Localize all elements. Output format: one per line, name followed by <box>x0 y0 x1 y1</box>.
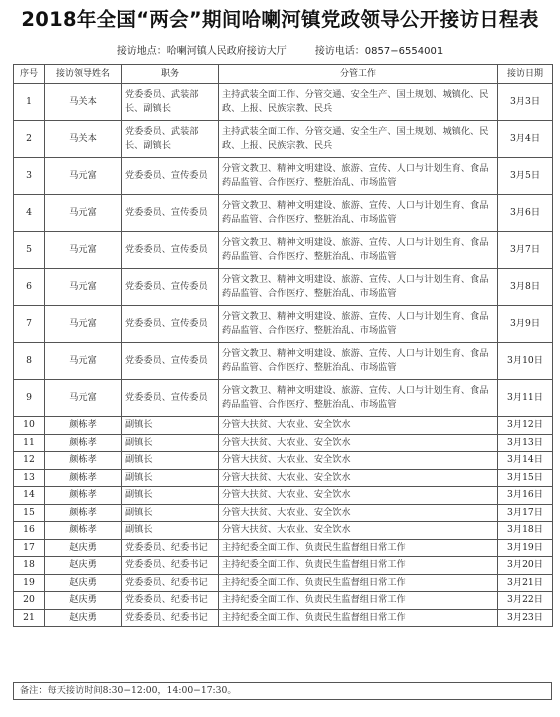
row-number: 6 <box>14 269 45 306</box>
schedule-table <box>13 64 553 627</box>
leader-name: 颜栋孝 <box>45 452 122 470</box>
table-row <box>14 121 553 158</box>
leader-post: 副镇长 <box>122 434 219 452</box>
leader-post: 党委委员、纪委书记 <box>122 539 219 557</box>
visit-date: 3月5日 <box>498 158 553 195</box>
leader-post: 党委委员、宣传委员 <box>122 195 219 232</box>
row-number: 21 <box>14 609 45 627</box>
contact-line <box>0 42 560 57</box>
leader-name: 颜栋孝 <box>45 504 122 522</box>
leader-name: 颜栋孝 <box>45 434 122 452</box>
leader-name: 马元富 <box>45 158 122 195</box>
leader-name: 颜栋孝 <box>45 469 122 487</box>
table-row <box>14 452 553 470</box>
leader-post: 党委委员、宣传委员 <box>122 232 219 269</box>
row-number: 19 <box>14 574 45 592</box>
leader-name: 赵庆勇 <box>45 592 122 610</box>
leader-duties: 分管大扶贫、大农业、安全饮水 <box>219 452 498 470</box>
col-header-date: 接访日期 <box>498 65 553 84</box>
leader-post: 党委委员、纪委书记 <box>122 592 219 610</box>
leader-post: 党委委员、宣传委员 <box>122 380 219 417</box>
visit-location: 接访地点：哈喇河镇人民政府接访大厅 <box>116 46 287 57</box>
row-number: 5 <box>14 232 45 269</box>
leader-name: 马元富 <box>45 306 122 343</box>
row-number: 17 <box>14 539 45 557</box>
row-number: 10 <box>14 417 45 435</box>
leader-post: 党委委员、纪委书记 <box>122 557 219 575</box>
visit-date: 3月15日 <box>498 469 553 487</box>
table-row <box>14 539 553 557</box>
leader-duties: 主持纪委全面工作、负责民生监督组日常工作 <box>219 592 498 610</box>
leader-post: 党委委员、宣传委员 <box>122 158 219 195</box>
leader-duties: 主持武装全面工作、分管交通、安全生产、国土规划、城镇化、民政、上报、民族宗教、民兵 <box>219 121 498 158</box>
leader-post: 党委委员、纪委书记 <box>122 609 219 627</box>
leader-name: 赵庆勇 <box>45 609 122 627</box>
leader-duties: 主持纪委全面工作、负责民生监督组日常工作 <box>219 609 498 627</box>
row-number: 9 <box>14 380 45 417</box>
leader-name: 马关本 <box>45 84 122 121</box>
document-title: 2018年全国“两会”期间哈喇河镇党政领导公开接访日程表 <box>21 8 539 31</box>
leader-duties: 分管文教卫、精神文明建设、旅游、宣传、人口与计划生育、食品药品监管、合作医疗、整脏治乱、市场监管 <box>219 380 498 417</box>
leader-name: 马关本 <box>45 121 122 158</box>
row-number: 18 <box>14 557 45 575</box>
leader-duties: 分管大扶贫、大农业、安全饮水 <box>219 469 498 487</box>
visit-date: 3月8日 <box>498 269 553 306</box>
footnote: 备注：每天接访时间8:30−12:00，14:00−17:30。 <box>13 682 552 700</box>
row-number: 3 <box>14 158 45 195</box>
leader-duties: 分管文教卫、精神文明建设、旅游、宣传、人口与计划生育、食品药品监管、合作医疗、整脏治乱、市场监管 <box>219 306 498 343</box>
visit-date: 3月20日 <box>498 557 553 575</box>
row-number: 8 <box>14 343 45 380</box>
table-row <box>14 504 553 522</box>
visit-date: 3月4日 <box>498 121 553 158</box>
leader-post: 副镇长 <box>122 504 219 522</box>
visit-date: 3月18日 <box>498 522 553 540</box>
leader-duties: 分管大扶贫、大农业、安全饮水 <box>219 504 498 522</box>
table-row <box>14 158 553 195</box>
table-body <box>14 84 553 627</box>
leader-post: 副镇长 <box>122 487 219 505</box>
row-number: 1 <box>14 84 45 121</box>
leader-duties: 分管大扶贫、大农业、安全饮水 <box>219 417 498 435</box>
leader-post: 副镇长 <box>122 469 219 487</box>
visit-date: 3月14日 <box>498 452 553 470</box>
row-number: 20 <box>14 592 45 610</box>
leader-duties: 主持纪委全面工作、负责民生监督组日常工作 <box>219 557 498 575</box>
leader-name: 马元富 <box>45 232 122 269</box>
visit-date: 3月17日 <box>498 504 553 522</box>
table-row <box>14 269 553 306</box>
table-row <box>14 592 553 610</box>
row-number: 4 <box>14 195 45 232</box>
leader-duties: 主持纪委全面工作、负责民生监督组日常工作 <box>219 574 498 592</box>
leader-post: 党委委员、宣传委员 <box>122 306 219 343</box>
leader-duties: 分管文教卫、精神文明建设、旅游、宣传、人口与计划生育、食品药品监管、合作医疗、整脏治乱、市场监管 <box>219 195 498 232</box>
visit-date: 3月13日 <box>498 434 553 452</box>
table-header-row <box>14 65 553 84</box>
visit-date: 3月7日 <box>498 232 553 269</box>
visit-date: 3月6日 <box>498 195 553 232</box>
row-number: 2 <box>14 121 45 158</box>
leader-name: 马元富 <box>45 195 122 232</box>
leader-duties: 分管大扶贫、大农业、安全饮水 <box>219 522 498 540</box>
table-row <box>14 522 553 540</box>
leader-duties: 分管大扶贫、大农业、安全饮水 <box>219 487 498 505</box>
leader-post: 党委委员、宣传委员 <box>122 269 219 306</box>
col-header-name: 接访领导姓名 <box>45 65 122 84</box>
leader-name: 马元富 <box>45 269 122 306</box>
leader-post: 副镇长 <box>122 417 219 435</box>
row-number: 14 <box>14 487 45 505</box>
table-row <box>14 487 553 505</box>
visit-date: 3月23日 <box>498 609 553 627</box>
leader-duties: 主持纪委全面工作、负责民生监督组日常工作 <box>219 539 498 557</box>
visit-date: 3月22日 <box>498 592 553 610</box>
row-number: 16 <box>14 522 45 540</box>
visit-date: 3月21日 <box>498 574 553 592</box>
leader-post: 党委委员、纪委书记 <box>122 574 219 592</box>
col-header-post: 职务 <box>122 65 219 84</box>
row-number: 12 <box>14 452 45 470</box>
leader-post: 副镇长 <box>122 522 219 540</box>
table-row <box>14 195 553 232</box>
leader-duties: 分管大扶贫、大农业、安全饮水 <box>219 434 498 452</box>
visit-date: 3月12日 <box>498 417 553 435</box>
visit-date: 3月11日 <box>498 380 553 417</box>
leader-post: 副镇长 <box>122 452 219 470</box>
table-row <box>14 609 553 627</box>
table-row <box>14 84 553 121</box>
leader-name: 马元富 <box>45 343 122 380</box>
table-row <box>14 574 553 592</box>
leader-post: 党委委员、宣传委员 <box>122 343 219 380</box>
table-row <box>14 232 553 269</box>
table-row <box>14 557 553 575</box>
visit-date: 3月10日 <box>498 343 553 380</box>
leader-name: 颜栋孝 <box>45 417 122 435</box>
visit-date: 3月16日 <box>498 487 553 505</box>
row-number: 7 <box>14 306 45 343</box>
leader-name: 赵庆勇 <box>45 557 122 575</box>
visit-phone: 接访电话：0857−6554001 <box>314 46 444 57</box>
table-row <box>14 306 553 343</box>
col-header-no: 序号 <box>14 65 45 84</box>
table-row <box>14 434 553 452</box>
table-row <box>14 343 553 380</box>
leader-name: 马元富 <box>45 380 122 417</box>
leader-name: 颜栋孝 <box>45 487 122 505</box>
table-row <box>14 417 553 435</box>
leader-duties: 分管文教卫、精神文明建设、旅游、宣传、人口与计划生育、食品药品监管、合作医疗、整脏治乱、市场监管 <box>219 343 498 380</box>
leader-post: 党委委员、武装部长、副镇长 <box>122 121 219 158</box>
table-row <box>14 469 553 487</box>
visit-date: 3月19日 <box>498 539 553 557</box>
row-number: 15 <box>14 504 45 522</box>
row-number: 13 <box>14 469 45 487</box>
leader-name: 颜栋孝 <box>45 522 122 540</box>
leader-duties: 主持武装全面工作、分管交通、安全生产、国土规划、城镇化、民政、上报、民族宗教、民兵 <box>219 84 498 121</box>
leader-duties: 分管文教卫、精神文明建设、旅游、宣传、人口与计划生育、食品药品监管、合作医疗、整脏治乱、市场监管 <box>219 269 498 306</box>
leader-duties: 分管文教卫、精神文明建设、旅游、宣传、人口与计划生育、食品药品监管、合作医疗、整脏治乱、市场监管 <box>219 232 498 269</box>
visit-date: 3月9日 <box>498 306 553 343</box>
leader-post: 党委委员、武装部长、副镇长 <box>122 84 219 121</box>
col-header-duty: 分管工作 <box>219 65 498 84</box>
table-row <box>14 380 553 417</box>
leader-name: 赵庆勇 <box>45 539 122 557</box>
leader-name: 赵庆勇 <box>45 574 122 592</box>
row-number: 11 <box>14 434 45 452</box>
visit-date: 3月3日 <box>498 84 553 121</box>
leader-duties: 分管文教卫、精神文明建设、旅游、宣传、人口与计划生育、食品药品监管、合作医疗、整脏治乱、市场监管 <box>219 158 498 195</box>
